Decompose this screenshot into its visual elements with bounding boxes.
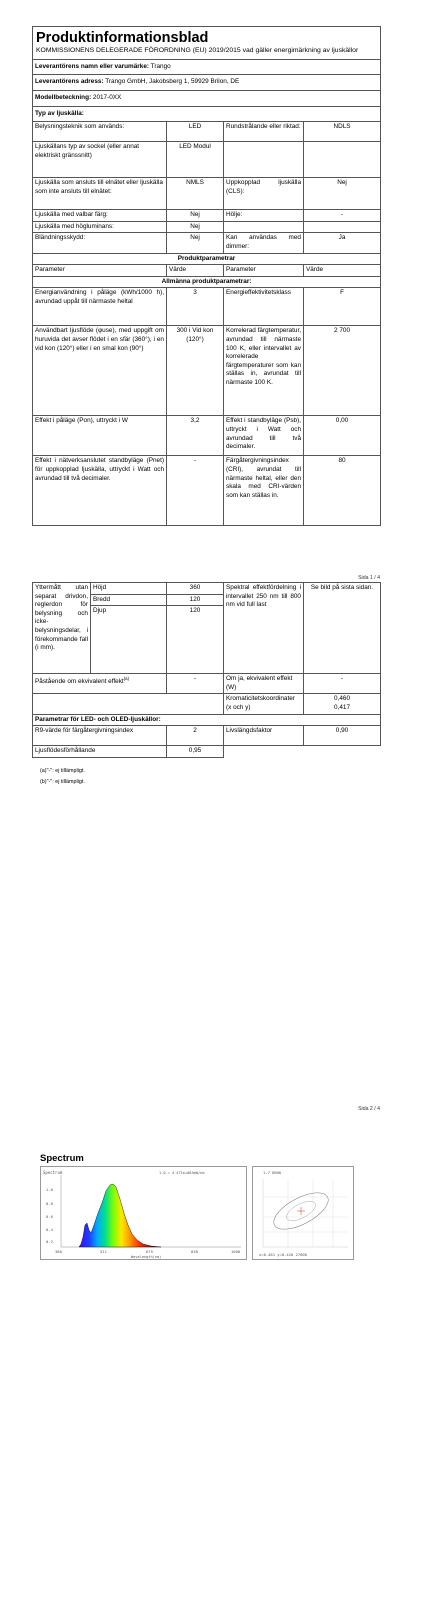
dimension-name: Höjd	[91, 583, 167, 595]
x-ticks	[55, 1249, 241, 1254]
supplier-name: Trango	[150, 62, 171, 70]
row-value: NMLS	[167, 178, 224, 210]
x-tick-label: 675	[146, 1249, 153, 1254]
row-label: Färgåtergivningsindex (CRI), avrundat till närmaste heltal, eller den skala med CRI-värden som kan ställas in.	[224, 456, 304, 526]
row-value: Nej	[167, 233, 224, 253]
y-tick-label: 0.6	[46, 1214, 53, 1219]
table-row	[33, 726, 381, 746]
cie-footer: x=0.461 y=0.420 2700K	[259, 1252, 308, 1257]
spectrum-title: Spectrum	[40, 1153, 84, 1164]
y-ticks	[46, 1187, 54, 1244]
cie-chart	[253, 1167, 353, 1259]
model-value: 2017-0XX	[92, 93, 122, 101]
dimensions-label: Yttermått utan separat drivdon, reglerdon för belysning och icke-belysningsdelar, i förekommande fall (i mm).	[33, 583, 91, 674]
row-label: R9-värde för färgåtergivningsindex	[33, 726, 167, 746]
row-label: Ljuskälla med valbar färg:	[33, 210, 167, 222]
dimension-name: Djup	[91, 606, 167, 674]
x-tick-label: 838	[191, 1249, 198, 1254]
cie-chart-panel	[252, 1166, 354, 1260]
footnote-ref: (a)	[123, 676, 130, 682]
y-tick-label: 1.0	[46, 1187, 53, 1192]
row-label: Korrelerad färgtemperatur, avrundad till närmaste 100 K, eller intervallet av korrelerade färgtemperaturer som kan ställas in, avrundat till närmaste 100 K.	[224, 326, 304, 416]
value-header: Värde	[167, 265, 224, 277]
table-row	[33, 746, 381, 758]
row-value: 80	[304, 456, 381, 526]
row-label: Ljuskällans typ av sockel (eller annat elektriskt gränssnitt)	[33, 142, 167, 178]
table-row	[33, 416, 381, 456]
row-label: Om ja, ekvivalent effekt (W)	[224, 674, 304, 694]
table-row	[33, 288, 381, 326]
row-label: Kan användas med dimmer:	[224, 233, 304, 253]
spectral-label: Spektral effektfördelning i intervallet 250 nm till 800 nm vid full last	[224, 583, 304, 674]
chroma-x: 0,460	[334, 695, 350, 703]
row-label: Ljuskälla med högluminans:	[33, 221, 167, 233]
spectrum-chart	[41, 1167, 246, 1259]
normalization-note: 1.0 = 4.471e+003mW/nm	[159, 1171, 205, 1175]
dimensions-row	[33, 583, 381, 595]
row-value: -	[167, 456, 224, 526]
row-label: Ljusflödesförhållande	[33, 746, 167, 758]
x-tick-label: 1000	[231, 1249, 241, 1254]
x-tick-label: 380	[55, 1249, 62, 1254]
product-params-heading: Produktparametrar	[33, 253, 381, 265]
row-label: Bländningsskydd:	[33, 233, 167, 253]
row-label	[224, 142, 304, 178]
value-header: Värde	[304, 265, 381, 277]
table-row	[33, 674, 381, 694]
row-label: Belysningsteknik som används:	[33, 122, 167, 142]
y-tick-label: 0.2	[46, 1239, 53, 1244]
row-value: 300 i Vid kon (120°)	[167, 326, 224, 416]
supplier-name-label: Leverantörens namn eller varumärke:	[35, 62, 150, 70]
table-row	[33, 210, 381, 222]
table-row	[33, 326, 381, 416]
row-value: 2 700	[304, 326, 381, 416]
row-value: Nej	[304, 178, 381, 210]
row-value: LED Modul	[167, 142, 224, 178]
row-value: -	[167, 674, 224, 694]
row-label: Rundstrålande eller riktad:	[224, 122, 304, 142]
y-tick-label: 0.4	[46, 1227, 53, 1232]
row-value: LED	[167, 122, 224, 142]
row-label: Hölje:	[224, 210, 304, 222]
footnote-b: (b)"-": ej tillämpligt.	[40, 779, 85, 785]
product-info-sheet-continued	[32, 582, 380, 758]
table-row	[33, 694, 381, 714]
param-header-row	[33, 265, 381, 277]
row-value: F	[304, 288, 381, 326]
row-label: Effekt i standbyläge (Psb), uttryckt i Watt och avrundad till två decimaler.	[224, 416, 304, 456]
page-number: Sida 1 / 4	[358, 575, 380, 581]
row-label: Energianvändning i påläge (kWh/1000 h), avrundad uppåt till närmaste heltal	[33, 288, 167, 326]
row-label	[224, 221, 304, 233]
page-number: Sida 2 / 4	[358, 1106, 380, 1112]
table-row	[33, 233, 381, 253]
general-params-heading: Allmänna produktparametrar:	[33, 276, 381, 288]
param-header: Parameter	[224, 265, 304, 277]
row-label: Uppkopplad ljuskälla (CLS):	[224, 178, 304, 210]
row-value: 0,95	[167, 746, 224, 758]
cie-note: 1.7 DBOK	[263, 1170, 282, 1175]
row-label: Livslängdsfaktor	[224, 726, 304, 746]
table-row	[33, 178, 381, 210]
led-params-heading: Parametrar för LED- och OLED-ljuskällor:	[33, 714, 381, 726]
product-info-sheet	[32, 26, 380, 526]
page-title: Produktinformationsblad	[36, 30, 209, 46]
row-label: Ljuskälla som ansluts till elnätet eller ljuskälla som inte ansluts till elnätet:	[33, 178, 167, 210]
y-axis-label: Spectrum	[43, 1170, 63, 1175]
model-label: Modellbeteckning:	[35, 93, 92, 101]
dimension-value: 360	[167, 583, 224, 595]
row-label: Påstående om ekvivalent effekt	[35, 678, 124, 686]
spectrum-chart-panel	[40, 1166, 247, 1260]
row-value: Nej	[167, 221, 224, 233]
spectrum-curve	[79, 1184, 161, 1247]
row-value: Nej	[167, 210, 224, 222]
dimension-value: 120	[167, 594, 224, 606]
supplier-address: Trango GmbH, Jakobsberg 1, 59929 Brilon, DE	[105, 78, 240, 86]
row-label: Effekt i nätverksanslutet standbyläge (Pnet) för uppkopplad ljuskälla, uttryckt i Watt och avrundad till två decimaler.	[33, 456, 167, 526]
row-value: 0,90	[304, 726, 381, 746]
row-value	[304, 221, 381, 233]
x-axis-label: Wavelength(nm)	[131, 1255, 162, 1259]
light-source-type-heading: Typ av ljuskälla:	[33, 106, 381, 122]
dimension-name: Bredd	[91, 594, 167, 606]
product-info-table-continued	[32, 582, 381, 758]
table-row	[33, 122, 381, 142]
row-label: Energieffektivitetsklass	[224, 288, 304, 326]
row-value: -	[304, 210, 381, 222]
footnote-a: (a)"-": ej tillämpligt.	[40, 768, 85, 774]
row-value: NDLS	[304, 122, 381, 142]
chroma-y: 0,417	[334, 703, 350, 711]
row-value: -	[304, 674, 381, 694]
table-row	[33, 142, 381, 178]
dimension-value: 120	[167, 606, 224, 674]
y-tick-label: 0.8	[46, 1201, 53, 1206]
spectral-value: Se bild på sista sidan.	[304, 583, 381, 674]
regulation-subtitle: KOMMISSIONENS DELEGERADE FÖRORDNING (EU) 2019/2015 vad gäller energimärkning av ljuskällor	[36, 47, 359, 54]
row-value: 3,2	[167, 416, 224, 456]
x-tick-label: 511	[100, 1249, 107, 1254]
row-value	[304, 142, 381, 178]
table-row	[33, 221, 381, 233]
row-label: Kromaticitetskoordinater (x och y)	[224, 694, 304, 714]
table-row	[33, 456, 381, 526]
row-label: Effekt i påläge (Pon), uttryckt i W	[33, 416, 167, 456]
row-value: 0,00	[304, 416, 381, 456]
param-header: Parameter	[33, 265, 167, 277]
product-info-table	[32, 26, 381, 526]
supplier-address-label: Leverantörens adress:	[35, 78, 104, 86]
row-label: Användbart ljusflöde (φuse), med uppgift om huruvida det avser flödet i en sfär (360°), i en vid kon (120°) eller i en smal kon (90°)	[33, 326, 167, 416]
row-value: Ja	[304, 233, 381, 253]
row-value: 3	[167, 288, 224, 326]
row-value: 2	[167, 726, 224, 746]
